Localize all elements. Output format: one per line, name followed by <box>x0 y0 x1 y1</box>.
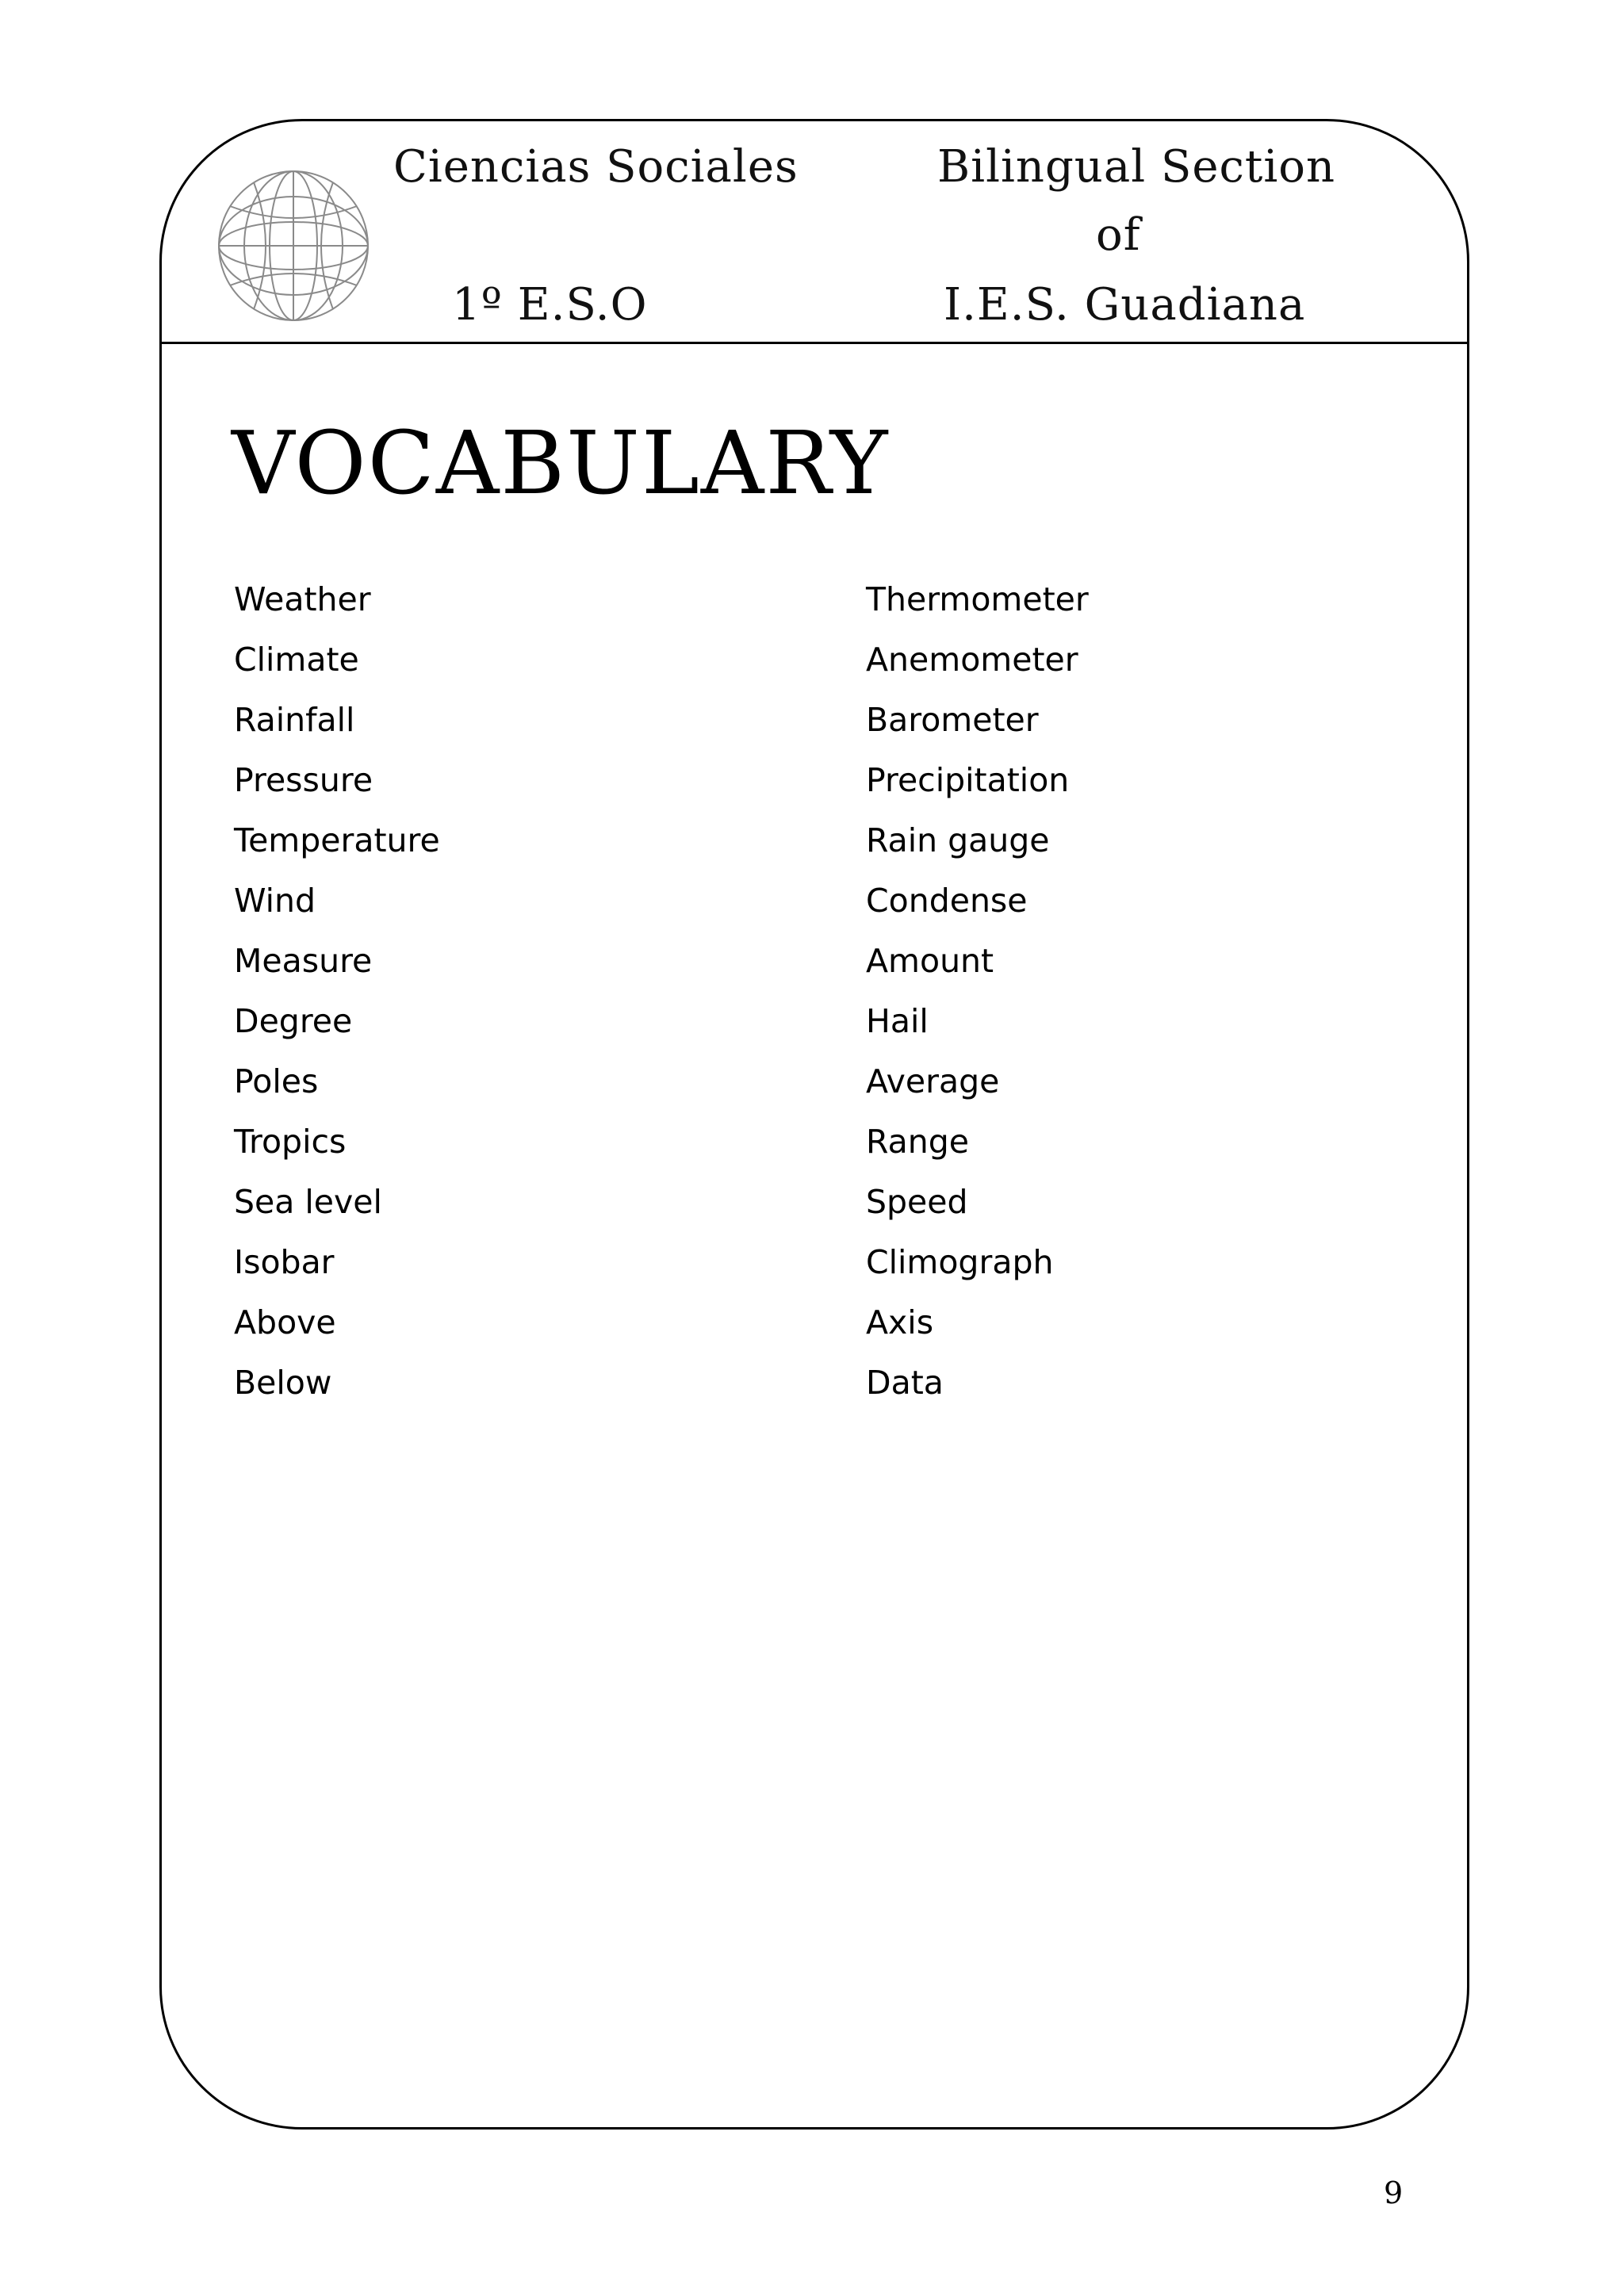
vocabulary-item: Barometer <box>866 701 1039 739</box>
vocabulary-item: Sea level <box>234 1183 382 1221</box>
section-of-label: of <box>1096 209 1141 261</box>
vocabulary-item: Hail <box>866 1002 929 1040</box>
vocabulary-item: Tropics <box>234 1123 347 1161</box>
vocabulary-item: Wind <box>234 882 316 920</box>
vocabulary-item: Pressure <box>234 761 373 799</box>
vocabulary-item: Degree <box>234 1002 353 1040</box>
page-title: VOCABULARY <box>232 412 890 514</box>
header-divider <box>159 342 1469 344</box>
vocabulary-item: Above <box>234 1303 336 1341</box>
vocabulary-list-right <box>866 569 1089 1413</box>
vocabulary-item: Condense <box>866 882 1028 920</box>
vocabulary-item: Speed <box>866 1183 968 1221</box>
vocabulary-item: Data <box>866 1364 944 1402</box>
vocabulary-item: Rain gauge <box>866 821 1050 859</box>
vocabulary-item: Thermometer <box>866 580 1089 618</box>
vocabulary-item: Poles <box>234 1062 319 1100</box>
section-label: Bilingual Section <box>937 141 1336 193</box>
course-level-label: 1º E.S.O <box>452 279 648 331</box>
vocabulary-item: Climograph <box>866 1243 1054 1281</box>
vocabulary-item: Precipitation <box>866 761 1070 799</box>
vocabulary-list-left <box>234 569 440 1413</box>
vocabulary-item: Measure <box>234 942 373 980</box>
vocabulary-item: Below <box>234 1364 332 1402</box>
globe-icon <box>214 166 373 325</box>
vocabulary-item: Axis <box>866 1303 934 1341</box>
vocabulary-item: Anemometer <box>866 641 1078 679</box>
vocabulary-item: Isobar <box>234 1243 335 1281</box>
school-label: I.E.S. Guadiana <box>944 279 1306 331</box>
vocabulary-item: Weather <box>234 580 371 618</box>
page-number: 9 <box>1384 2175 1404 2210</box>
vocabulary-item: Temperature <box>234 821 440 859</box>
vocabulary-item: Rainfall <box>234 701 355 739</box>
vocabulary-item: Climate <box>234 641 359 679</box>
vocabulary-item: Amount <box>866 942 994 980</box>
subject-label: Ciencias Sociales <box>393 141 799 193</box>
vocabulary-item: Average <box>866 1062 1000 1100</box>
vocabulary-item: Range <box>866 1123 969 1161</box>
